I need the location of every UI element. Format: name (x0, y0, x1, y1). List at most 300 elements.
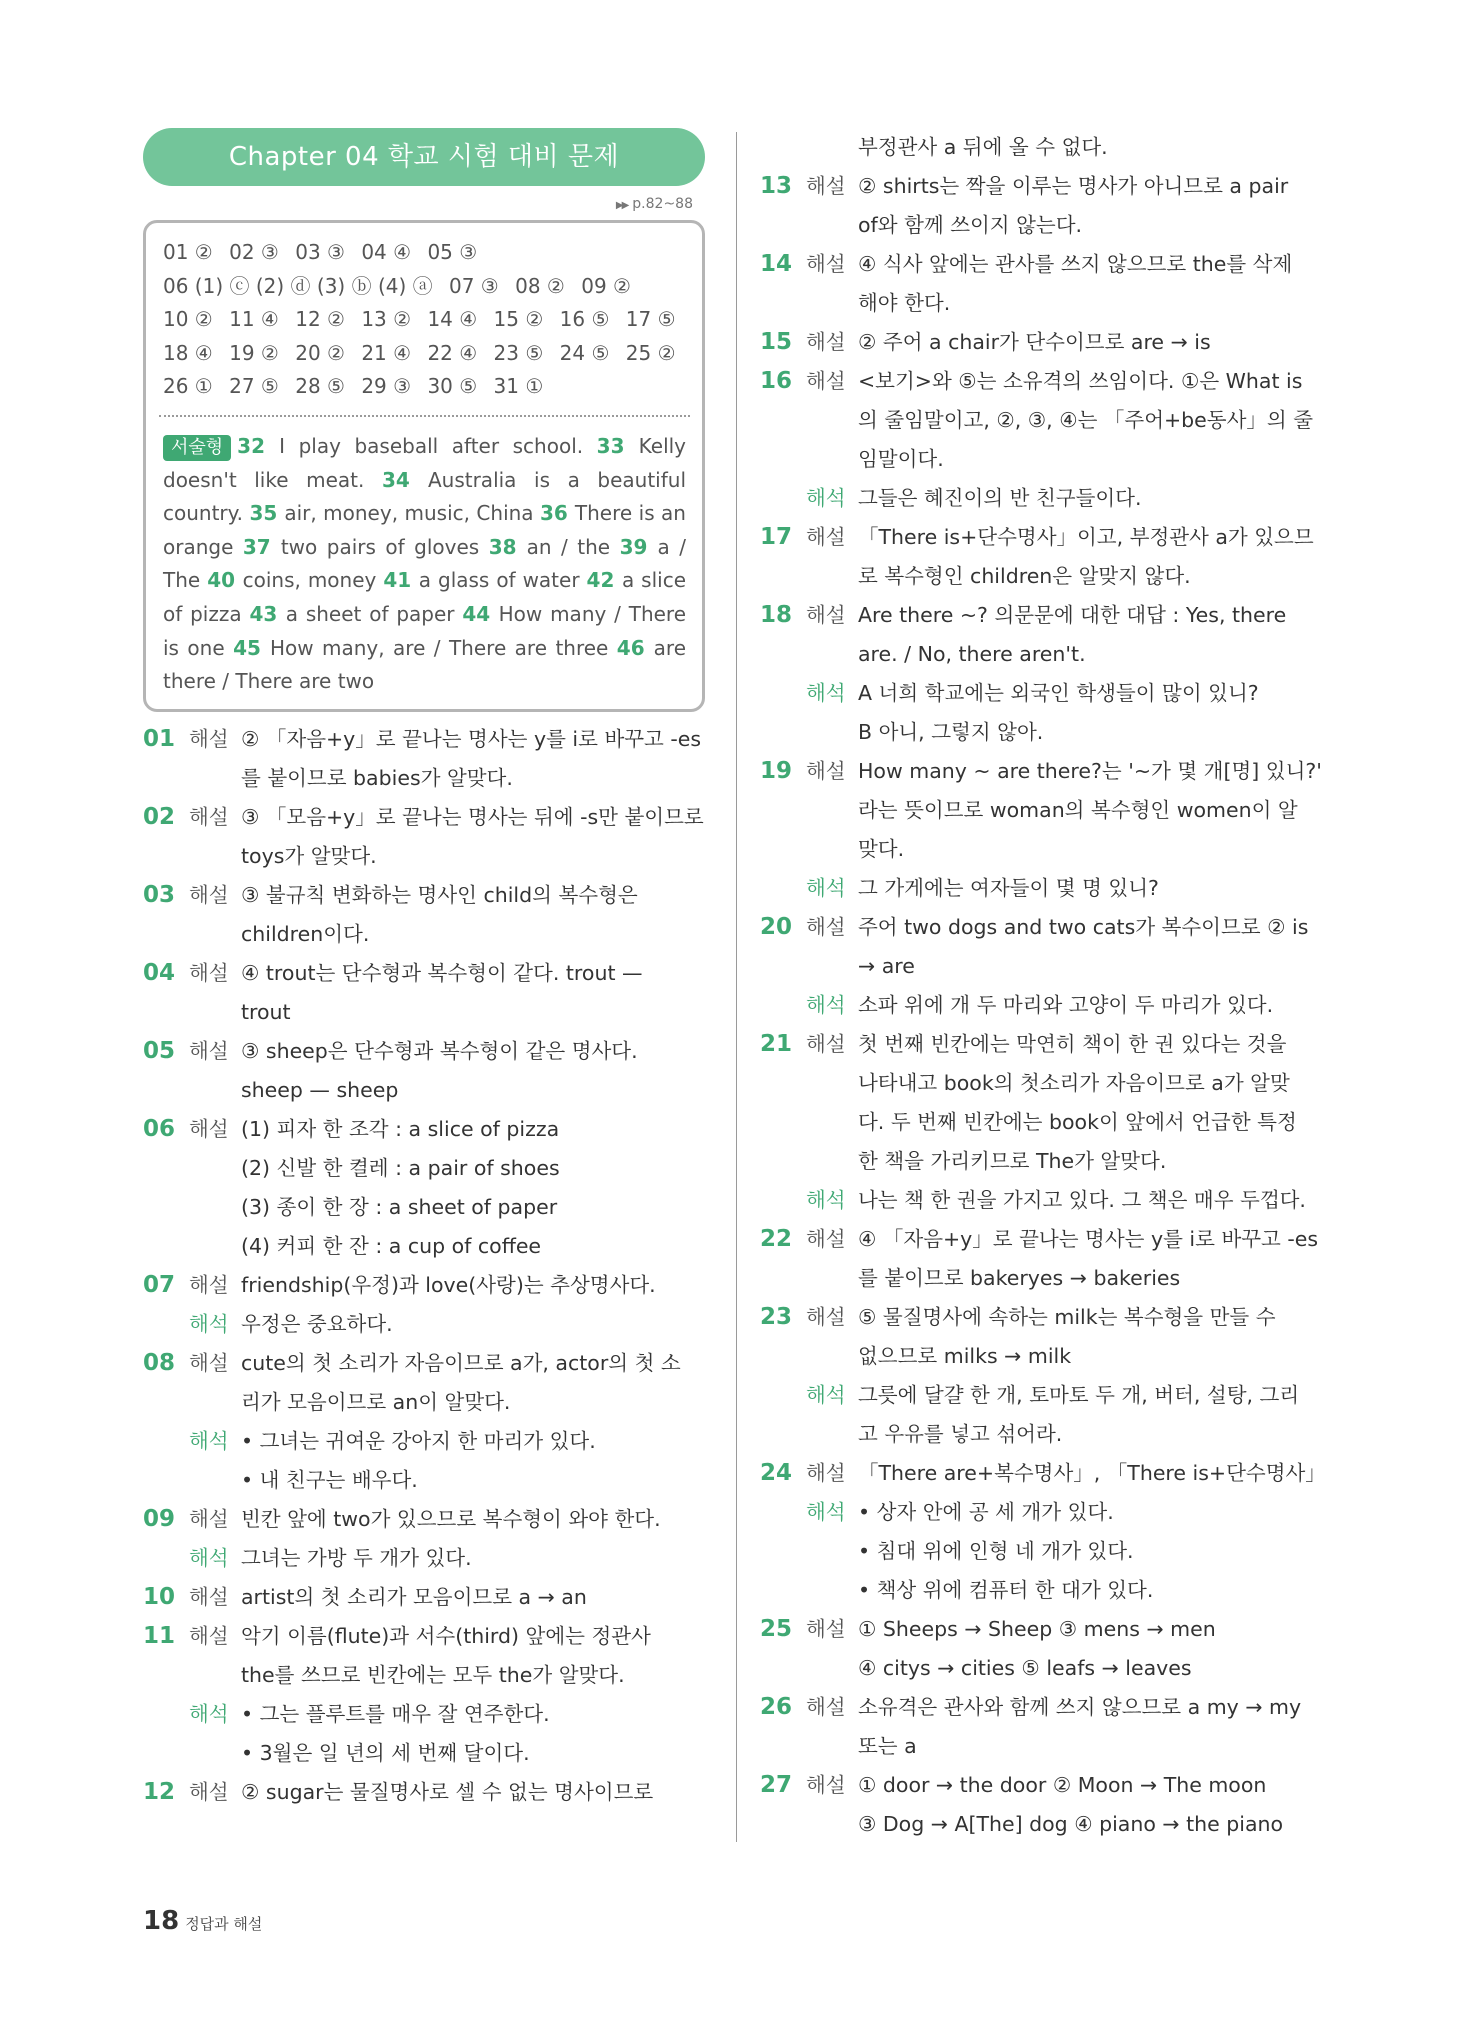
explanation-text (858, 1493, 1328, 1610)
explanation-text (858, 1610, 1328, 1688)
text-line: 주어 two dogs and two cats가 복수이므로 ② is (858, 915, 1309, 939)
writing-answer: There is an orange (163, 501, 686, 559)
explanation-label: 해설 (806, 525, 846, 549)
explanation-text (858, 674, 1328, 752)
text-line: 나타내고 book의 첫소리가 자음이므로 a가 알맞 (858, 1071, 1290, 1095)
question-number: 12 (143, 1778, 176, 1805)
text-line: 를 붙이므로 babies가 알맞다. (241, 765, 513, 790)
explanation-label: 해설 (189, 1623, 229, 1648)
text-line: How many ~ are there?는 '~가 몇 개[명] 있니?' (858, 759, 1322, 783)
explanation-label: 해설 (806, 330, 846, 354)
answer-item: 31 ① (493, 374, 544, 399)
writing-number: 35 (249, 501, 285, 526)
explanation-text (241, 1578, 705, 1617)
explanation-text (241, 1344, 705, 1422)
answer-item: 12 ② (295, 307, 345, 332)
explanation-entry (760, 674, 1328, 752)
explanation-label: 해설 (806, 1695, 846, 1719)
translation-label: 해석 (806, 681, 846, 705)
explanation-entry (760, 518, 1328, 596)
text-line: → are (858, 954, 915, 978)
answer-item: 07 ③ (449, 273, 499, 298)
text-line: 맞다. (858, 837, 905, 861)
answer-item: 16 ⑤ (559, 307, 610, 332)
question-number: 18 (760, 602, 793, 628)
answer-item: 04 ④ (361, 240, 412, 264)
text-line: • 3월은 일 년의 세 번째 달이다. (241, 1740, 530, 1765)
answer-item: 26 ① (163, 374, 213, 399)
translation-label: 해석 (189, 1701, 229, 1726)
writing-number: 41 (383, 568, 419, 593)
explanation-entry (760, 1493, 1328, 1610)
writing-answer: a / The (163, 534, 687, 593)
text-line: • 그는 플루트를 매우 잘 연주한다. (241, 1701, 550, 1726)
question-number: 04 (143, 959, 176, 986)
question-number: 13 (760, 173, 793, 199)
question-number: 08 (143, 1349, 176, 1376)
text-line: 고 우유를 넣고 섞어라. (858, 1422, 1063, 1446)
explanation-text (858, 596, 1328, 674)
text-line: artist의 첫 소리가 모음이므로 a → an (241, 1584, 587, 1609)
explanation-text (241, 1617, 705, 1695)
text-line: 소파 위에 개 두 마리와 고양이 두 마리가 있다. (858, 993, 1274, 1017)
explanation-entry (143, 720, 705, 798)
question-number: 15 (760, 329, 793, 355)
text-line: • 책상 위에 컴퓨터 한 대가 있다. (858, 1578, 1154, 1602)
text-line: 그 가게에는 여자들이 몇 명 있니? (858, 876, 1159, 900)
explanation-text (241, 876, 705, 954)
question-number: 20 (760, 914, 793, 940)
explanation-entry (143, 1032, 705, 1110)
explanation-entry (143, 1422, 705, 1500)
question-number: 23 (760, 1304, 793, 1330)
explanation-entry (760, 1454, 1328, 1493)
answer-item: 09 ② (581, 273, 631, 298)
writing-number: 38 (488, 534, 527, 559)
text-line: 「There is+단수명사」이고, 부정관사 a가 있으므 (858, 525, 1314, 549)
translation-label: 해석 (189, 1545, 229, 1570)
text-line: trout (241, 999, 291, 1024)
answer-item: 13 ② (361, 307, 412, 332)
text-line: 임말이다. (858, 447, 944, 471)
question-number (760, 869, 806, 908)
answer-item: 02 ③ (229, 240, 279, 264)
text-line: 그릇에 달걀 한 개, 토마토 두 개, 버터, 설탕, 그리 (858, 1383, 1300, 1407)
explanation-label: 해설 (189, 1350, 229, 1375)
writing-answer: two pairs of gloves (280, 534, 489, 559)
page-reference: ▶▶ p.82~88 (615, 196, 693, 212)
explanation-label: 해설 (806, 369, 846, 393)
text-line: toys가 알맞다. (241, 843, 377, 868)
explanation-text (241, 1773, 705, 1812)
text-line: 의 줄임말이고, ②, ③, ④는 「주어+be동사」의 줄 (858, 408, 1314, 432)
translation-label: 해석 (189, 1311, 229, 1336)
explanation-entry (760, 986, 1328, 1025)
text-line: of와 함께 쓰이지 않는다. (858, 213, 1083, 237)
question-number: 25 (760, 1616, 793, 1642)
text-line: friendship(우정)과 love(사랑)는 추상명사다. (241, 1272, 656, 1297)
writing-answer: Kelly doesn't like meat. (163, 433, 687, 492)
question-number (143, 1539, 189, 1578)
text-line: ④ 「자음+y」로 끝나는 명사는 y를 i로 바꾸고 -es (858, 1227, 1319, 1251)
dotted-divider (159, 415, 690, 417)
text-line: ① door → the door ② Moon → The moon (858, 1773, 1267, 1797)
writing-number: 33 (596, 433, 639, 458)
explanation-entry (760, 1181, 1328, 1220)
explanation-text (241, 1032, 705, 1110)
answer-item: 03 ③ (295, 240, 345, 264)
text-line: 부정관사 a 뒤에 올 수 없다. (858, 135, 1108, 159)
writing-answer: I play baseball after school. (279, 433, 597, 458)
text-line: Are there ~? 의문문에 대한 대답 : Yes, there (858, 603, 1287, 627)
explanation-text (858, 752, 1328, 869)
answer-item: 17 ⑤ (625, 307, 676, 332)
text-line: 를 붙이므로 bakeryes → bakeries (858, 1266, 1181, 1290)
translation-label: 해석 (189, 1428, 229, 1453)
explanation-entry (760, 752, 1328, 869)
writing-number: 34 (381, 467, 428, 492)
answer-item: 05 ③ (427, 240, 478, 264)
explanation-label: 해설 (806, 1305, 846, 1329)
explanation-label: 해설 (189, 960, 229, 985)
text-line: • 상자 안에 공 세 개가 있다. (858, 1500, 1114, 1524)
text-line: ② 「자음+y」로 끝나는 명사는 y를 i로 바꾸고 -es (241, 726, 702, 751)
explanation-text (241, 798, 705, 876)
explanation-entry (760, 1220, 1328, 1298)
explanation-label: 해설 (189, 882, 229, 907)
question-number (760, 1181, 806, 1220)
explanation-label: 해설 (806, 915, 846, 939)
chapter-banner: Chapter 04 학교 시험 대비 문제 (143, 128, 705, 186)
explanation-label: 해설 (189, 1506, 229, 1531)
text-line: <보기>와 ⑤는 소유격의 쓰임이다. ①은 What is (858, 369, 1303, 393)
footer-section: 정답과 해설 (185, 1915, 263, 1933)
explanation-entry (760, 1298, 1328, 1376)
text-line: • 침대 위에 인형 네 개가 있다. (858, 1539, 1134, 1563)
question-number (760, 1493, 806, 1610)
explanation-text (241, 1500, 705, 1539)
explanation-text (241, 1266, 705, 1305)
explanation-text (241, 1305, 705, 1344)
question-number: 22 (760, 1226, 793, 1252)
explanation-label: 해설 (189, 1038, 229, 1063)
question-number: 24 (760, 1460, 793, 1486)
explanation-text (858, 1220, 1328, 1298)
explanation-entry (760, 869, 1328, 908)
question-number: 17 (760, 524, 793, 550)
text-line: 나는 책 한 권을 가지고 있다. 그 책은 매우 두껍다. (858, 1188, 1306, 1212)
question-number (760, 674, 806, 752)
text-line: • 그녀는 귀여운 강아지 한 마리가 있다. (241, 1428, 596, 1453)
arrow-icon: ▶▶ (615, 200, 628, 211)
explanation-text (858, 1298, 1328, 1376)
answer-item: 23 ⑤ (493, 340, 544, 365)
question-number (760, 1376, 806, 1454)
text-line: ② sugar는 물질명사로 셀 수 없는 명사이므로 (241, 1779, 654, 1804)
explanation-text (858, 362, 1328, 479)
explanation-entry (760, 1025, 1328, 1181)
writing-answer: a slice of pizza (163, 568, 687, 626)
writing-number: 32 (237, 433, 280, 458)
explanation-entry (143, 1578, 705, 1617)
text-line: cute의 첫 소리가 자음이므로 a가, actor의 첫 소 (241, 1350, 681, 1375)
explanation-entry (760, 1688, 1328, 1766)
text-line: 그녀는 가방 두 개가 있다. (241, 1545, 472, 1570)
explanation-entry (143, 1617, 705, 1695)
explanation-entry (143, 798, 705, 876)
text-line: (4) 커피 한 잔 : a cup of coffee (241, 1233, 542, 1258)
writing-answer: air, money, music, China (284, 501, 541, 526)
text-line: ④ 식사 앞에는 관사를 쓰지 않으므로 the를 삭제 (858, 252, 1293, 276)
answer-list (163, 236, 686, 404)
writing-answer: coins, money (242, 568, 384, 593)
answer-item: 21 ④ (361, 340, 412, 365)
text-line: children이다. (241, 921, 370, 946)
explanation-label: 해설 (806, 1032, 846, 1056)
explanation-entry (760, 362, 1328, 479)
text-line: 리가 모음이므로 an이 알맞다. (241, 1389, 511, 1414)
explanation-text (241, 1110, 705, 1266)
left-explanations (143, 720, 705, 1812)
explanation-text (858, 1766, 1328, 1844)
question-number: 03 (143, 881, 176, 908)
answer-key-box (143, 220, 705, 712)
text-line: ③ 「모음+y」로 끝나는 명사는 뒤에 -s만 붙이므로 (241, 804, 704, 829)
explanation-entry (143, 1500, 705, 1539)
text-line: 소유격은 관사와 함께 쓰지 않으므로 a my → my (858, 1695, 1302, 1719)
text-line: (2) 신발 한 켤레 : a pair of shoes (241, 1155, 560, 1180)
answer-item: 20 ② (295, 340, 345, 365)
answer-item: 18 ④ (163, 340, 213, 365)
answer-item: 06 (1) ⓒ (2) ⓓ (3) ⓑ (4) ⓐ (163, 273, 433, 298)
explanation-label: 해설 (189, 804, 229, 829)
writing-answer: Australia is a beautiful country. (163, 467, 687, 526)
writing-number: 36 (540, 501, 575, 526)
explanation-label (806, 128, 858, 167)
text-line: 없으므로 milks → milk (858, 1344, 1072, 1368)
answer-item: 15 ② (493, 307, 544, 332)
text-line: ① Sheeps → Sheep ③ mens → men (858, 1617, 1216, 1641)
explanation-text (858, 323, 1328, 362)
explanation-label: 해설 (806, 1773, 846, 1797)
question-number: 16 (760, 368, 793, 394)
explanation-label: 해설 (806, 252, 846, 276)
explanation-text (858, 1025, 1328, 1181)
right-column (760, 128, 1328, 1844)
translation-label: 해석 (806, 486, 846, 510)
explanation-entry (760, 479, 1328, 518)
explanation-entry (143, 1344, 705, 1422)
explanation-entry (760, 596, 1328, 674)
question-number (143, 1695, 189, 1773)
explanation-text (241, 720, 705, 798)
question-number (143, 1305, 189, 1344)
translation-label: 해석 (806, 876, 846, 900)
explanation-text (858, 479, 1328, 518)
text-line: ⑤ 물질명사에 속하는 milk는 복수형을 만들 수 (858, 1305, 1276, 1329)
explanation-entry (143, 876, 705, 954)
explanation-label: 해설 (806, 1227, 846, 1251)
explanation-label: 해설 (806, 603, 846, 627)
question-number (143, 1422, 189, 1500)
explanation-text (241, 1539, 705, 1578)
text-line: • 내 친구는 배우다. (241, 1467, 418, 1492)
explanation-text (858, 1688, 1328, 1766)
writing-number: 44 (462, 601, 499, 626)
question-number (760, 986, 806, 1025)
text-line: (1) 피자 한 조각 : a slice of pizza (241, 1116, 560, 1141)
text-line: ② shirts는 짝을 이루는 명사가 아니므로 a pair (858, 174, 1289, 198)
explanation-text (858, 986, 1328, 1025)
answer-item: 14 ④ (427, 307, 478, 332)
text-line: 「There are+복수명사」, 「There is+단수명사」 (858, 1461, 1326, 1485)
writing-answer: How many / There is one (163, 601, 687, 660)
question-number (760, 479, 806, 518)
writing-answer: an / the (526, 534, 620, 559)
page-number: 18 (143, 1906, 180, 1936)
explanation-label: 해설 (189, 1779, 229, 1804)
explanation-label: 해설 (189, 726, 229, 751)
answer-item: 27 ⑤ (229, 374, 279, 399)
text-line: (3) 종이 한 장 : a sheet of paper (241, 1194, 558, 1219)
explanation-entry (143, 1305, 705, 1344)
translation-label: 해석 (806, 1500, 846, 1524)
explanation-entry (760, 1766, 1328, 1844)
answer-item: 08 ② (515, 273, 565, 298)
explanation-label: 해설 (189, 1272, 229, 1297)
explanation-text (858, 869, 1328, 908)
translation-label: 해석 (806, 993, 846, 1017)
question-number: 21 (760, 1031, 793, 1057)
question-number: 02 (143, 803, 176, 830)
translation-label: 해석 (806, 1383, 846, 1407)
text-line: the를 쓰므로 빈칸에는 모두 the가 알맞다. (241, 1662, 625, 1687)
answer-item: 30 ⑤ (427, 374, 478, 399)
answer-item: 11 ④ (229, 307, 279, 332)
writing-answer: a sheet of paper (285, 601, 463, 626)
writing-answer: are there / There are two (163, 635, 687, 694)
answer-item: 29 ③ (361, 374, 412, 399)
writing-answers (163, 430, 686, 699)
explanation-entry (143, 1695, 705, 1773)
writing-number: 45 (233, 635, 270, 660)
answer-item: 22 ④ (427, 340, 478, 365)
explanation-entry (143, 1539, 705, 1578)
answer-item: 24 ⑤ (559, 340, 610, 365)
question-number: 26 (760, 1694, 793, 1720)
question-number: 27 (760, 1772, 793, 1798)
explanation-label: 해설 (806, 759, 846, 783)
explanation-text (858, 1181, 1328, 1220)
explanation-text (858, 518, 1328, 596)
column-divider (736, 132, 737, 1842)
text-line: 또는 a (858, 1734, 917, 1758)
writing-number: 39 (619, 534, 658, 559)
question-number: 19 (760, 758, 793, 784)
explanation-entry (760, 323, 1328, 362)
question-number: 05 (143, 1037, 176, 1064)
answer-item: 01 ② (163, 240, 213, 264)
translation-label: 해석 (806, 1188, 846, 1212)
question-number: 10 (143, 1583, 176, 1610)
text-line: sheep — sheep (241, 1077, 399, 1102)
writing-answer: a glass of water (418, 568, 587, 593)
text-line: 해야 한다. (858, 291, 951, 315)
writing-answer: How many, are / There are three (269, 635, 617, 660)
text-line: 빈칸 앞에 two가 있으므로 복수형이 와야 한다. (241, 1506, 661, 1531)
writing-tag: 서술형 (163, 435, 231, 461)
explanation-entry (760, 167, 1328, 245)
answer-item: 19 ② (229, 340, 279, 365)
explanation-label: 해설 (189, 1584, 229, 1609)
text-line: 로 복수형인 children은 알맞지 않다. (858, 564, 1191, 588)
text-line: 한 책을 가리키므로 The가 알맞다. (858, 1149, 1167, 1173)
explanation-entry (143, 1266, 705, 1305)
question-number: 09 (143, 1505, 176, 1532)
page-footer (143, 1906, 262, 1936)
explanation-entry (143, 1773, 705, 1812)
question-number: 07 (143, 1271, 176, 1298)
explanation-entry (143, 1110, 705, 1266)
explanation-label: 해설 (189, 1116, 229, 1141)
answer-item: 25 ② (625, 340, 676, 365)
question-number: 06 (143, 1115, 176, 1142)
text-line: ③ sheep은 단수형과 복수형이 같은 명사다. (241, 1038, 638, 1063)
writing-number: 42 (586, 568, 622, 593)
text-line: 그들은 혜진이의 반 친구들이다. (858, 486, 1142, 510)
left-column (143, 128, 705, 1812)
writing-number: 46 (616, 635, 654, 660)
text-line: ③ 불규칙 변화하는 명사인 child의 복수형은 (241, 882, 638, 907)
text-line: 첫 번째 빈칸에는 막연히 책이 한 권 있다는 것을 (858, 1032, 1287, 1056)
explanation-label: 해설 (806, 1461, 846, 1485)
explanation-entry (143, 954, 705, 1032)
answer-item: 28 ⑤ (295, 374, 345, 399)
answer-item: 10 ② (163, 307, 213, 332)
text-line: ② 주어 a chair가 단수이므로 are → is (858, 330, 1211, 354)
question-number (760, 128, 806, 167)
right-explanations (760, 128, 1328, 1844)
text-line: B 아니, 그렇지 않아. (858, 720, 1044, 744)
explanation-text (241, 954, 705, 1032)
explanation-entry (760, 1610, 1328, 1688)
explanation-text (858, 245, 1328, 323)
explanation-text (858, 167, 1328, 245)
text-line: 악기 이름(flute)과 서수(third) 앞에는 정관사 (241, 1623, 651, 1648)
explanation-entry (760, 128, 1328, 167)
writing-number: 37 (242, 534, 281, 559)
text-line: ④ citys → cities ⑤ leafs → leaves (858, 1656, 1192, 1680)
question-number: 11 (143, 1622, 176, 1649)
text-line: 다. 두 번째 빈칸에는 book이 앞에서 언급한 특정 (858, 1110, 1297, 1134)
question-number: 01 (143, 725, 176, 752)
explanation-text (858, 128, 1328, 167)
explanation-entry (760, 908, 1328, 986)
text-line: ④ trout는 단수형과 복수형이 같다. trout — (241, 960, 643, 985)
text-line: 라는 뜻이므로 woman의 복수형인 women이 알 (858, 798, 1298, 822)
explanation-label: 해설 (806, 174, 846, 198)
explanation-text (241, 1695, 705, 1773)
writing-number: 40 (207, 568, 243, 593)
explanation-text (858, 908, 1328, 986)
text-line: 우정은 중요하다. (241, 1311, 393, 1336)
writing-number: 43 (249, 601, 286, 626)
explanation-text (241, 1422, 705, 1500)
explanation-text (858, 1454, 1328, 1493)
text-line: are. / No, there aren't. (858, 642, 1086, 666)
text-line: ③ Dog → A[The] dog ④ piano → the piano (858, 1812, 1284, 1836)
explanation-entry (760, 1376, 1328, 1454)
